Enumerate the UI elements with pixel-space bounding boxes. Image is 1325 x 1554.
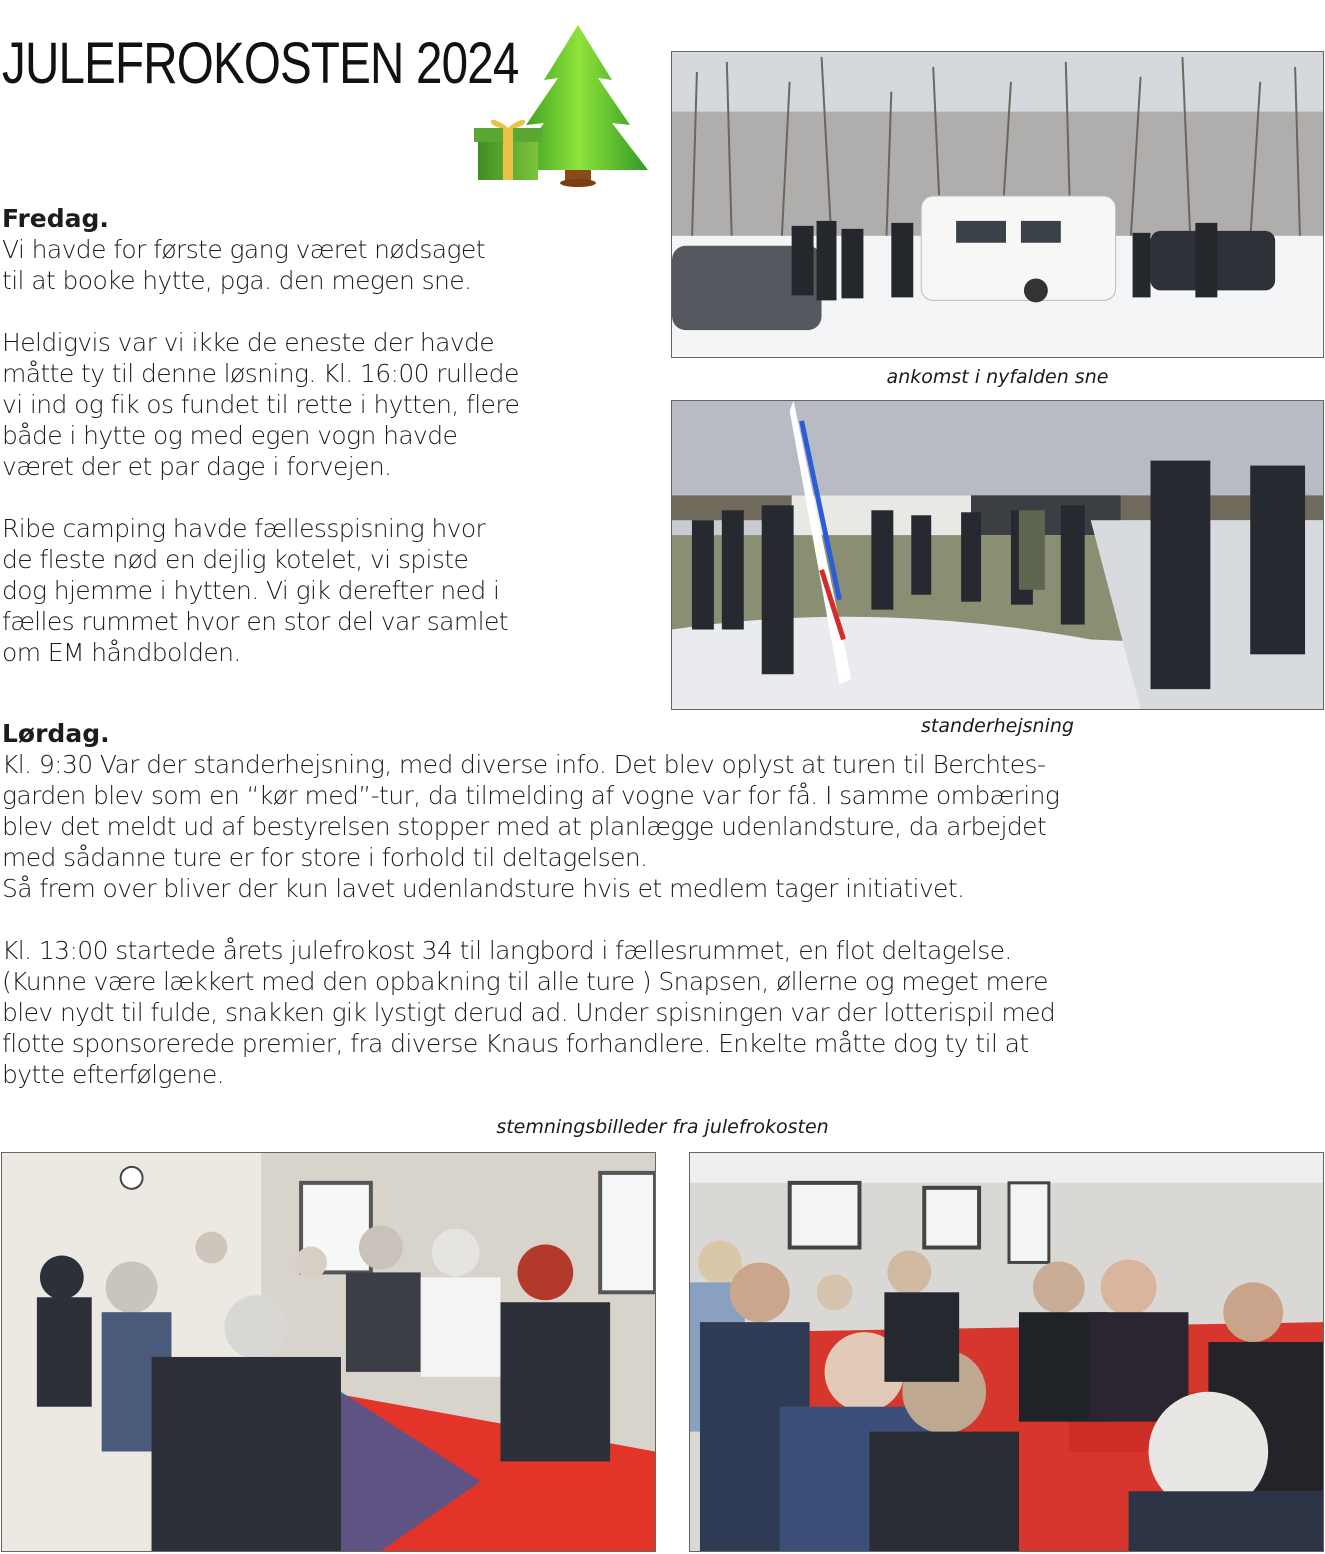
friday-section <box>2 203 652 668</box>
christmas-tree-icon <box>470 20 660 190</box>
party-photo-left <box>1 1152 656 1552</box>
saturday-paragraph-2: Kl. 13:00 startede årets julefrokost 34 til langbord i fællesrummet, en flot deltagelse. (Kunne være lækkert med den opbakning til alle ture ) Snapsen, øllerne og meget mere blev nydt til fulde, snakken gik lystigt derud ad. Under spisningen var der lotterispil med flotte sponsorerede premier, fra diverse Knaus forhandlere. Enkelte måtte dog ty til at bytte efterfølgene. <box>2 936 1056 1089</box>
friday-paragraph-3: Ribe camping havde fællesspisning hvor de fleste nød en dejlig kotelet, vi spiste dog hjemme i hytten. Vi gik derefter ned i fælles rummet hvor en stor del var samlet om EM håndbolden. <box>2 514 508 667</box>
friday-heading: Fredag. <box>2 204 109 233</box>
page-title: JULEFROKOSTEN 2024 <box>2 31 519 96</box>
saturday-section <box>2 718 1322 1090</box>
friday-paragraph-1: Vi havde for første gang været nødsaget til at booke hytte, pga. den megen sne. <box>2 235 485 295</box>
saturday-paragraph-1: Kl. 9:30 Var der standerhejsning, med diverse info. Det blev oplyst at turen til Berchtes- garden blev som en “kør med”-tur, da tilmelding af vogne var for få. I samme ombæring blev det meldt ud af bestyrelsen stopper med at planlægge udenlandsture, da arbejdet med sådanne ture er for store i forhold til deltagelsen. Så frem over bliver der kun lavet udenlandsture hvis et medlem tager initiativet. <box>2 750 1060 903</box>
friday-paragraph-2: Heldigvis var vi ikke de eneste der havde måtte ty til denne løsning. Kl. 16:00 rullede vi ind og fik os fundet til rette i hytten, flere både i hytte og med egen vogn havde været der et par dage i forvejen. <box>2 328 520 481</box>
party-photo-right <box>689 1152 1324 1552</box>
arrival-caption: ankomst i nyfalden sne <box>886 366 1109 388</box>
gift-icon <box>474 120 542 180</box>
saturday-heading: Lørdag. <box>2 719 110 748</box>
arrival-photo <box>671 51 1324 358</box>
flag-raising-caption: standerhejsning <box>921 715 1074 737</box>
flag-raising-photo <box>671 400 1324 710</box>
party-caption: stemningsbilleder fra julefrokosten <box>496 1116 829 1138</box>
